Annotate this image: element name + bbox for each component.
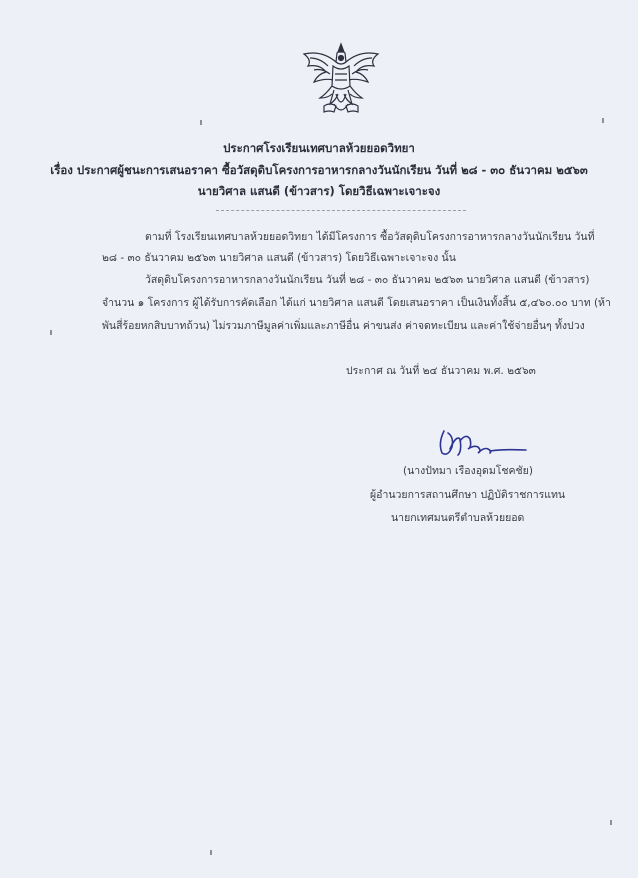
garuda-emblem-icon	[300, 40, 382, 118]
signatory-position-on-behalf: นายกเทศมนตรีตำบลห้วยยอด	[391, 512, 525, 524]
scan-speck	[50, 330, 52, 335]
announcement-subject: เรื่อง ประกาศผู้ชนะการเสนอราคา ซื้อวัสดุดิบโครงการอาหารกลางวันนักเรียน วันที่ ๒๘ - ๓๐ ธันวาคม ๒๕๖๓	[50, 163, 588, 177]
body-paragraph-2-line-2: จำนวน ๑ โครงการ ผู้ได้รับการคัดเลือก ได้แก่ นายวิศาล แสนดี โดยเสนอราคา เป็นเงินทั้งสิ้น ๕,๔๖๐.๐๐ บาท (ห้า	[102, 297, 611, 309]
signatory-position: ผู้อำนวยการสถานศึกษา ปฏิบัติราชการแทน	[370, 489, 566, 501]
title-divider	[216, 210, 466, 211]
handwritten-signature	[430, 425, 530, 461]
announcement-title: ประกาศโรงเรียนเทศบาลห้วยยอดวิทยา	[223, 141, 415, 155]
scan-speck	[210, 850, 212, 855]
scan-speck	[602, 118, 604, 123]
body-paragraph-1-line-1: ตามที่ โรงเรียนเทศบาลห้วยยอดวิทยา ได้มีโครงการ ซื้อวัสดุดิบโครงการอาหารกลางวันนักเรียน วันที่	[145, 231, 595, 243]
body-paragraph-1-line-2: ๒๘ - ๓๐ ธันวาคม ๒๕๖๓ นายวิศาล แสนดี (ข้าวสาร) โดยวิธีเฉพาะเจาะจง นั้น	[102, 252, 456, 264]
scan-speck	[610, 820, 612, 825]
announcement-date: ประกาศ ณ วันที่ ๒๔ ธันวาคม พ.ศ. ๒๕๖๓	[346, 365, 536, 377]
scan-speck	[200, 120, 202, 125]
body-paragraph-2-line-3: พันสี่ร้อยหกสิบบาทถ้วน) ไม่รวมภาษีมูลค่าเพิ่มและภาษีอื่น ค่าขนส่ง ค่าจดทะเบียน และค่าใช้จ่ายอื่นๆ ทั้งปวง	[102, 320, 585, 332]
signatory-name: (นางปัทมา เรืองอุดมโชคชัย)	[403, 465, 533, 477]
body-paragraph-2-line-1: วัสดุดิบโครงการอาหารกลางวันนักเรียน วันที่ ๒๘ - ๓๐ ธันวาคม ๒๕๖๓ นายวิศาล แสนดี (ข้าวสาร)	[145, 274, 590, 286]
announcement-subject-continued: นายวิศาล แสนดี (ข้าวสาร) โดยวิธีเฉพาะเจาะจง	[197, 184, 441, 198]
